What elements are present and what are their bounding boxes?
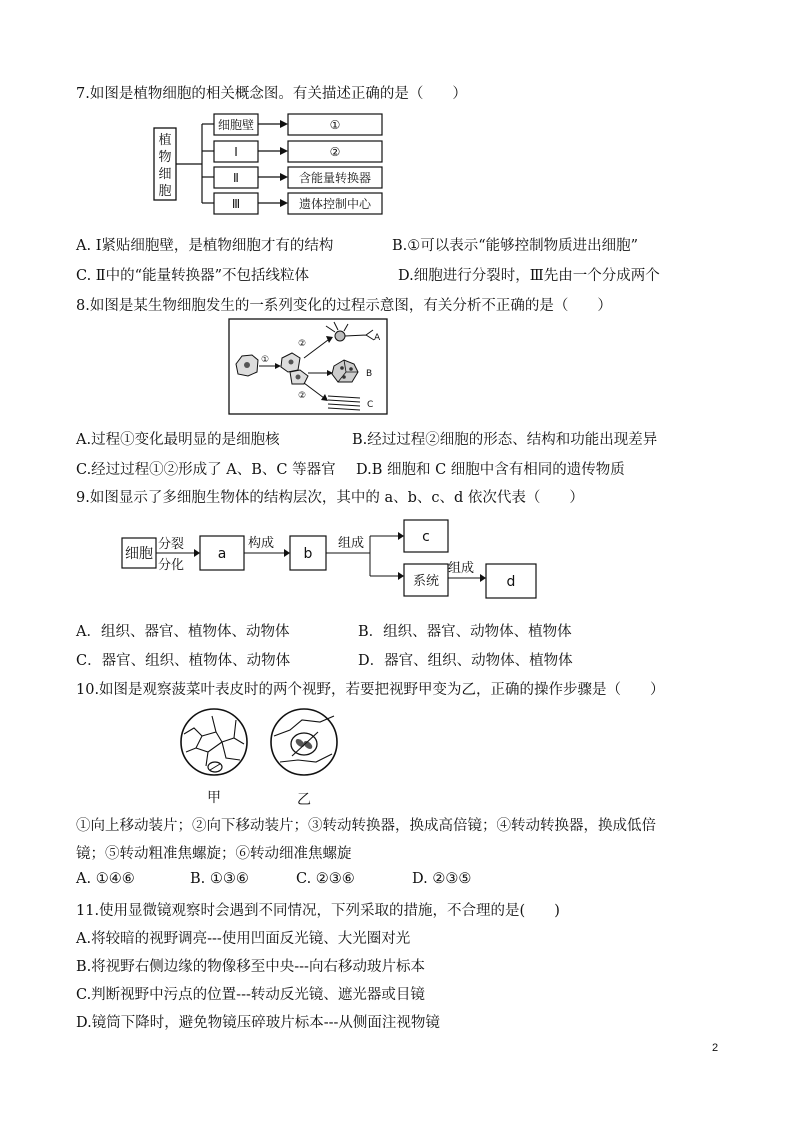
svg-text:组成: 组成: [448, 561, 475, 576]
left-label: Ⅰ: [234, 145, 238, 159]
q7-option-a: A. Ⅰ紧贴细胞壁，是植物细胞才有的结构: [76, 238, 334, 254]
q9-option-c: C．器官、组织、植物体、动物体: [76, 653, 291, 669]
q7-concept-diagram: [150, 110, 390, 220]
q7-option-c: C. Ⅱ中的“能量转换器”不包括线粒体: [76, 268, 309, 284]
label-jia: 甲: [207, 790, 221, 806]
q7-stem: 7.如图是植物细胞的相关概念图。有关描述正确的是（ ）: [76, 86, 467, 102]
svg-text:a: a: [217, 546, 227, 562]
right-label: ①: [329, 118, 341, 132]
root-char: 细: [158, 167, 172, 182]
svg-text:分化: 分化: [158, 558, 185, 573]
root-char: 物: [158, 150, 172, 165]
left-label: 细胞壁: [217, 118, 255, 132]
root-char: 植: [158, 133, 172, 148]
q10-steps-line1: ①向上移动装片；②向下移动装片；③转动转换器，换成高倍镜；④转动转换器，换成低倍: [76, 818, 656, 834]
q10-steps-line2: 镜；⑤转动粗准焦螺旋；⑥转动细准焦螺旋: [76, 846, 352, 862]
q8-option-d: D.B 细胞和 C 细胞中含有相同的遗传物质: [356, 462, 625, 478]
svg-text:c: c: [422, 529, 430, 545]
label-b: B: [366, 369, 373, 379]
svg-text:系统: 系统: [412, 574, 440, 589]
label-a: A: [374, 333, 381, 343]
svg-text:组成: 组成: [338, 536, 365, 551]
step2-label: ②: [298, 391, 307, 401]
right-label: ②: [329, 145, 341, 159]
page-number: 2: [712, 1042, 719, 1054]
q7-option-d: D.细胞进行分裂时，Ⅲ先由一个分成两个: [398, 268, 660, 284]
svg-text:分裂: 分裂: [158, 537, 185, 552]
svg-text:b: b: [303, 546, 313, 562]
right-label: 遗体控制中心: [298, 197, 372, 211]
left-label: Ⅲ: [231, 197, 241, 211]
svg-text:d: d: [506, 574, 516, 590]
left-label: Ⅱ: [233, 171, 239, 185]
q7-option-b: B.①可以表示“能够控制物质进出细胞”: [392, 238, 639, 254]
q10-option-a: A. ①④⑥: [76, 871, 135, 887]
q8-option-a: A.过程①变化最明显的是细胞核: [76, 432, 280, 448]
q9-stem: 9.如图显示了多细胞生物体的结构层次，其中的 a、b、c、d 依次代表（ ）: [76, 490, 584, 506]
q11-option-b: B.将视野右侧边缘的物像移至中央---向右移动玻片标本: [76, 959, 425, 975]
root-char: 胞: [158, 184, 172, 199]
q11-option-c: C.判断视野中污点的位置---转动反光镜、遮光器或目镜: [76, 987, 425, 1003]
q8-stem: 8.如图是某生物细胞发生的一系列变化的过程示意图，有关分析不正确的是（ ）: [76, 298, 612, 314]
view-jia: [181, 709, 247, 775]
q8-option-c: C.经过过程①②形成了 A、B、C 等器官: [76, 462, 336, 478]
q10-stem: 10.如图是观察菠菜叶表皮时的两个视野，若要把视野甲变为乙，正确的操作步骤是（ ）: [76, 682, 665, 698]
q11-option-a: A.将较暗的视野调亮---使用凹面反光镜、大光圈对光: [76, 931, 411, 947]
q10-option-d: D. ②③⑤: [412, 871, 472, 887]
q8-cell-change-diagram: [228, 318, 388, 416]
q9-option-b: B．组织、器官、动物体、植物体: [358, 624, 572, 640]
label-yi: 乙: [297, 792, 311, 808]
svg-text:细胞: 细胞: [125, 546, 153, 562]
q10-option-b: B. ①③⑥: [190, 871, 249, 887]
q11-option-d: D.镜筒下降时，避免物镜压碎玻片标本---从侧面注视物镜: [76, 1015, 440, 1031]
label-c: C: [367, 400, 374, 410]
svg-text:构成: 构成: [248, 536, 275, 551]
q10-option-c: C. ②③⑥: [296, 871, 355, 887]
right-label: 含能量转换器: [298, 171, 372, 185]
step1-label: ①: [261, 355, 270, 365]
q9-option-a: A．组织、器官、植物体、动物体: [76, 624, 290, 640]
q8-option-b: B.经过过程②细胞的形态、结构和功能出现差异: [352, 432, 658, 448]
q9-structure-diagram: [118, 514, 542, 604]
step2-label: ②: [298, 339, 307, 349]
q9-option-d: D．器官、组织、动物体、植物体: [358, 653, 573, 669]
q10-view-diagram: [176, 706, 356, 808]
q11-stem: 11.使用显微镜观察时会遇到不同情况，下列采取的措施，不合理的是( ): [76, 903, 560, 919]
